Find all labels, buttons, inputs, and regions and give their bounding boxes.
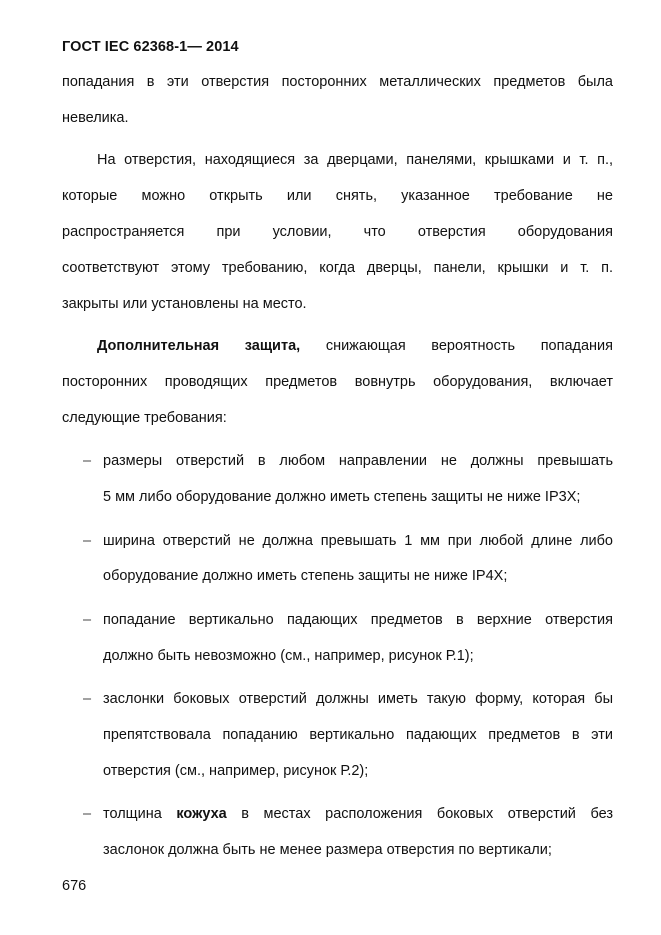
list-dash-2: – [83,533,92,549]
paragraph-2-line-5: закрыты или установлены на место. [62,296,307,312]
page-number: 676 [62,878,87,894]
paragraph-1-line-1: попадания в эти отверстия посторонних металлических предметов была [62,74,613,90]
list-item-3-line-1: попадание вертикально падающих предметов в верхние отверстия [103,612,613,628]
term-protection: защита, [244,338,301,354]
paragraph-3-line-1-rest: снижающая вероятность попадания [325,338,614,354]
paragraph-2-line-3: распространяется при условии, что отверстия оборудования [62,224,613,240]
list-dash-4: – [83,691,92,707]
list-item-5-line-1 [103,805,613,823]
paragraph-3-line-2: посторонних проводящих предметов вовнутрь оборудования, включает [62,374,613,390]
paragraph-3-line-3: следующие требования: [62,410,227,426]
list-dash-5: – [83,806,92,822]
list-item-1-line-2: 5 мм либо оборудование должно иметь степень защиты не ниже IP3X; [103,489,581,505]
term-enclosure: кожуха [176,806,227,822]
paragraph-3-line-1 [97,337,613,355]
list-item-2-line-2: оборудование должно иметь степень защиты не ниже IP4X; [103,568,508,584]
list-item-4-line-2: препятствовала попаданию вертикально падающих предметов в эти [103,727,613,743]
paragraph-2-line-4: соответствуют этому требованию, когда дверцы, панели, крышки и т. п. [62,260,613,276]
list-item-5-line-1-rest: в местах расположения боковых отверстий без [241,806,613,822]
term-additional: Дополнительная [97,338,220,354]
list-item-3-line-2: должно быть невозможно (см., например, рисунок Р.1); [103,648,474,664]
document-header: ГОСТ IEC 62368-1— 2014 [62,39,239,55]
paragraph-2-line-2: которые можно открыть или снять, указанное требование не [62,188,613,204]
list-item-5-line-2: заслонок должна быть не менее размера отверстия по вертикали; [103,842,552,858]
list-item-2-line-1: ширина отверстий не должна превышать 1 мм при любой длине либо [103,533,613,549]
list-item-1-line-1: размеры отверстий в любом направлении не должны превышать [103,453,613,469]
paragraph-2-line-1: На отверстия, находящиеся за дверцами, панелями, крышками и т. п., [97,152,613,168]
list-dash-3: – [83,612,92,628]
list-dash-1: – [83,453,92,469]
list-item-5-word-thickness: толщина [103,806,162,822]
list-item-4-line-3: отверстия (см., например, рисунок Р.2); [103,763,369,779]
list-item-4-line-1: заслонки боковых отверстий должны иметь такую форму, которая бы [103,691,613,707]
paragraph-1-line-2: невелика. [62,110,129,126]
